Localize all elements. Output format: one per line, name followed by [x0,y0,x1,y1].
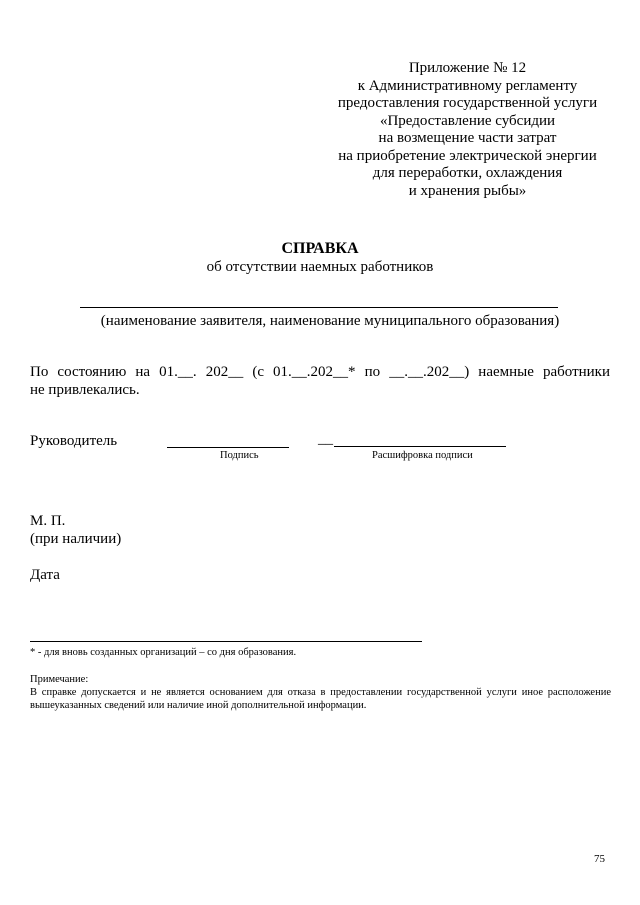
appendix-line: на возмещение части затрат [378,130,557,146]
document-title: СПРАВКА [281,240,359,257]
note-heading: Примечание: [30,674,89,685]
appendix-line: Приложение № 12 [408,60,527,76]
statement-line-1: По состоянию на 01.__. 202__ (с 01.__.202__* по __.__.202__) наемные работники [30,364,610,380]
appendix-line: и хранения рыбы» [408,182,527,199]
appendix-line: на приобретение электрической энергии [338,147,597,164]
footnote: * - для вновь созданных организаций – со дня образования. [30,647,297,658]
date-label: Дата [30,567,60,583]
applicant-caption: (наименование заявителя, наименование муниципального образования) [100,313,560,329]
applicant-name-line [80,307,558,308]
page-number: 75 [594,853,605,865]
appendix-line: для переработки, охлаждения [372,165,563,181]
appendix-line: к Административному регламенту [357,77,578,94]
signature-line [167,447,289,448]
decode-dash-prefix: __ [318,431,333,447]
note-text: В справке допускается и не является основанием для отказа в предоставлении государственной услуги иное расположение вышеуказанных сведений или наличие иной дополнительной информации. [30,687,611,711]
statement-line-2: не привлекались. [30,382,140,398]
appendix-block [320,60,615,200]
stamp-note: (при наличии) [30,531,122,547]
document-subtitle: об отсутствии наемных работников [206,259,434,275]
decode-line [334,446,506,447]
stamp-label: М. П. [30,513,66,529]
footnote-divider [30,641,422,642]
appendix-line: предоставления государственной услуги [337,95,598,111]
signature-caption: Подпись [220,450,259,461]
head-label: Руководитель [30,433,118,449]
appendix-line: «Предоставление субсидии [379,112,556,129]
decode-caption: Расшифровка подписи [372,450,473,461]
